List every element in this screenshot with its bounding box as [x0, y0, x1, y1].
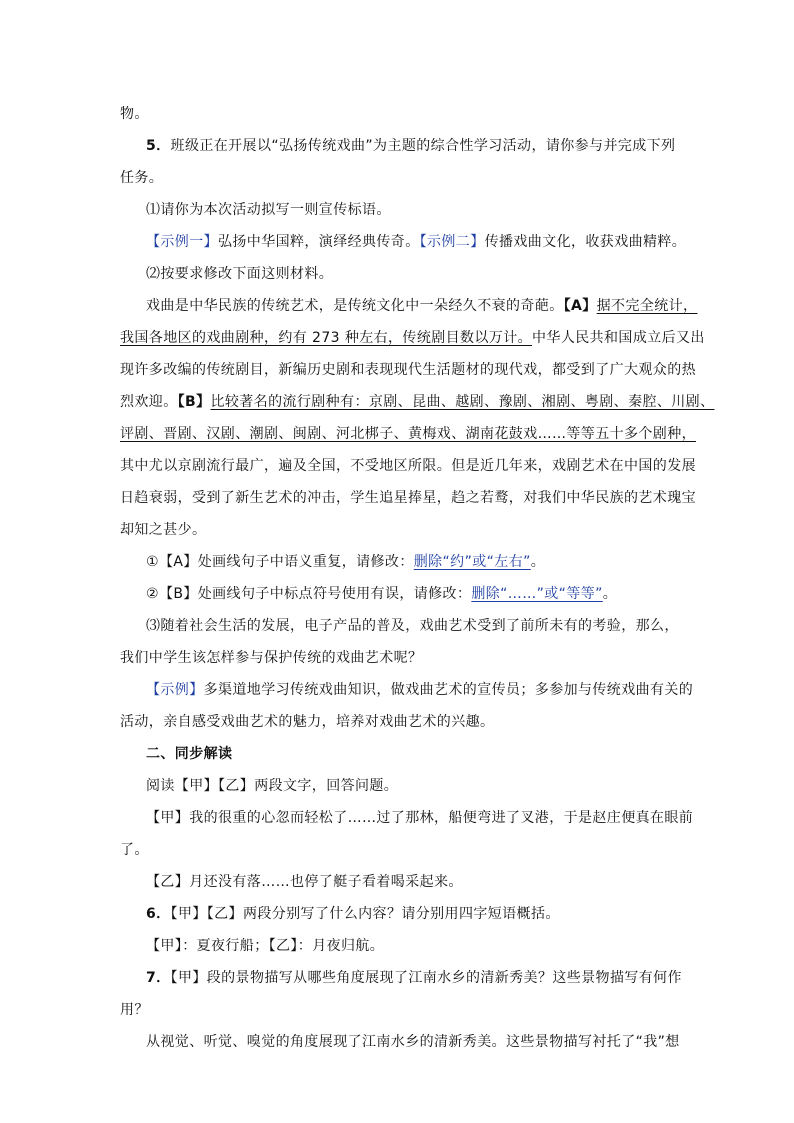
text-line	[0, 168, 794, 188]
text: 阅读【甲】【乙】两段文字，回答问题。	[146, 778, 399, 794]
text: 日趋衰弱，受到了新生艺术的冲击，学生追星捧星，趋之若鹜，对我们中华民族的艺术瑰宝	[120, 490, 696, 506]
sub-question-3	[0, 616, 794, 636]
text-line	[0, 776, 794, 796]
example-tag: 【示例】	[146, 682, 204, 698]
text: 【甲】我的很重的心忽而轻松了……过了那林，船便弯进了叉港，于是赵庄便真在眼前	[146, 810, 694, 826]
text: 物。	[120, 106, 149, 122]
revision-a	[0, 552, 794, 572]
answer-text: 活动，亲自感受戏曲艺术的魅力，培养对戏曲艺术的兴趣。	[120, 714, 495, 730]
text: 用？	[120, 1002, 149, 1018]
text-line	[0, 648, 794, 668]
answer-text: 删除“约”或“左右”	[413, 554, 531, 570]
text-line	[0, 104, 794, 124]
question-number: 7．	[146, 970, 171, 986]
material-line	[0, 392, 794, 412]
section-heading	[0, 744, 794, 764]
text: 【乙】月还没有落……也停了艇子看着喝采起来。	[146, 874, 463, 890]
answer-text: 多渠道地学习传统戏曲知识，做戏曲艺术的宣传员；多参加与传统戏曲有关的	[203, 682, 694, 698]
material-line	[0, 424, 794, 444]
text: 了。	[120, 842, 149, 858]
answer-text: 从视觉、听觉、嗅觉的角度展现了江南水乡的清新秀美。这些景物描写衬托了“我”想	[146, 1034, 680, 1050]
material-line	[0, 488, 794, 508]
sub-question-1	[0, 200, 794, 220]
question-6	[0, 904, 794, 924]
text: ⑵按要求修改下面这则材料。	[146, 266, 334, 282]
text-line	[0, 840, 794, 860]
text: 烈欢迎。	[120, 394, 178, 410]
text: 其中尤以京剧流行最广，遍及全国，不受地区所限。但是近几年来，戏剧艺术在中国的发展	[120, 458, 696, 474]
answer-text: 删除“……”或“等等”	[471, 586, 603, 602]
text: 。	[602, 586, 618, 602]
answer-line	[0, 680, 794, 700]
text: 现许多改编的传统剧目，新编历史剧和表现现代生活题材的现代戏，都受到了广大观众的热	[120, 362, 696, 378]
material-line	[0, 296, 794, 316]
text: 却知之甚少。	[120, 522, 207, 538]
answer-line	[0, 1032, 794, 1052]
revision-b	[0, 584, 794, 604]
answer-text: 传播戏曲文化，收获戏曲精粹。	[484, 234, 687, 250]
question-text: 【甲】【乙】两段分别写了什么内容？请分别用四字短语概括。	[170, 906, 560, 922]
question-5	[0, 136, 794, 156]
underlined-text: 比较著名的流行剧种有：京剧、昆曲、越剧、豫剧、湘剧、粤剧、秦腔、川剧、	[210, 394, 715, 410]
question-7	[0, 968, 794, 988]
material-line	[0, 456, 794, 476]
text: 任务。	[120, 170, 164, 186]
answer-line	[0, 936, 794, 956]
underlined-text: 据不完全统计，	[596, 298, 698, 314]
material-line	[0, 360, 794, 380]
sub-question-2	[0, 264, 794, 284]
text: ⑴请你为本次活动拟写一则宣传标语。	[146, 202, 391, 218]
text: 中华人民共和国成立后又出	[532, 330, 705, 346]
example-tag: 【示例一】	[146, 234, 218, 250]
question-text: 班级正在开展以“弘扬传统戏曲”为主题的综合性学习活动，请你参与并完成下列	[170, 138, 676, 154]
question-number: 6．	[146, 906, 171, 922]
underlined-text: 评剧、晋剧、汉剧、潮剧、闽剧、河北梆子、黄梅戏、湖南花鼓戏……等等五十多个剧种，	[120, 426, 696, 442]
material-line	[0, 520, 794, 540]
text: ⑶随着社会生活的发展，电子产品的普及，戏曲艺术受到了前所未有的考验，那么，	[146, 618, 679, 634]
text: ①【A】处画线句子中语义重复，请修改：	[146, 554, 414, 570]
heading-text: 二、同步解读	[146, 746, 233, 762]
passage-jia	[0, 808, 794, 828]
material-line	[0, 328, 794, 348]
answer-line	[0, 712, 794, 732]
text: ②【B】处画线句子中标点符号使用有误，请修改：	[146, 586, 472, 602]
text: 我们中学生该怎样参与保护传统的戏曲艺术呢？	[120, 650, 423, 666]
question-text: 【甲】段的景物描写从哪些角度展现了江南水乡的清新秀美？这些景物描写有何作	[170, 970, 682, 986]
underlined-text: 我国各地区的戏曲剧种，约有 273 种左右，传统剧目数以万计。	[120, 330, 533, 346]
text-line	[0, 1000, 794, 1020]
question-number: 5．	[146, 138, 171, 154]
text: 。	[530, 554, 546, 570]
marker-a: 【A】	[563, 298, 597, 314]
answer-line	[0, 232, 794, 252]
answer-text: 弘扬中华国粹，演绎经典传奇。	[218, 234, 420, 250]
text: 戏曲是中华民族的传统艺术，是传统文化中一朵经久不衰的奇葩。	[146, 298, 564, 314]
marker-b: 【B】	[177, 394, 211, 410]
passage-yi	[0, 872, 794, 892]
answer-text: 【甲】：夏夜行船；【乙】：月夜归航。	[146, 938, 385, 954]
example-tag: 【示例二】	[419, 234, 485, 250]
